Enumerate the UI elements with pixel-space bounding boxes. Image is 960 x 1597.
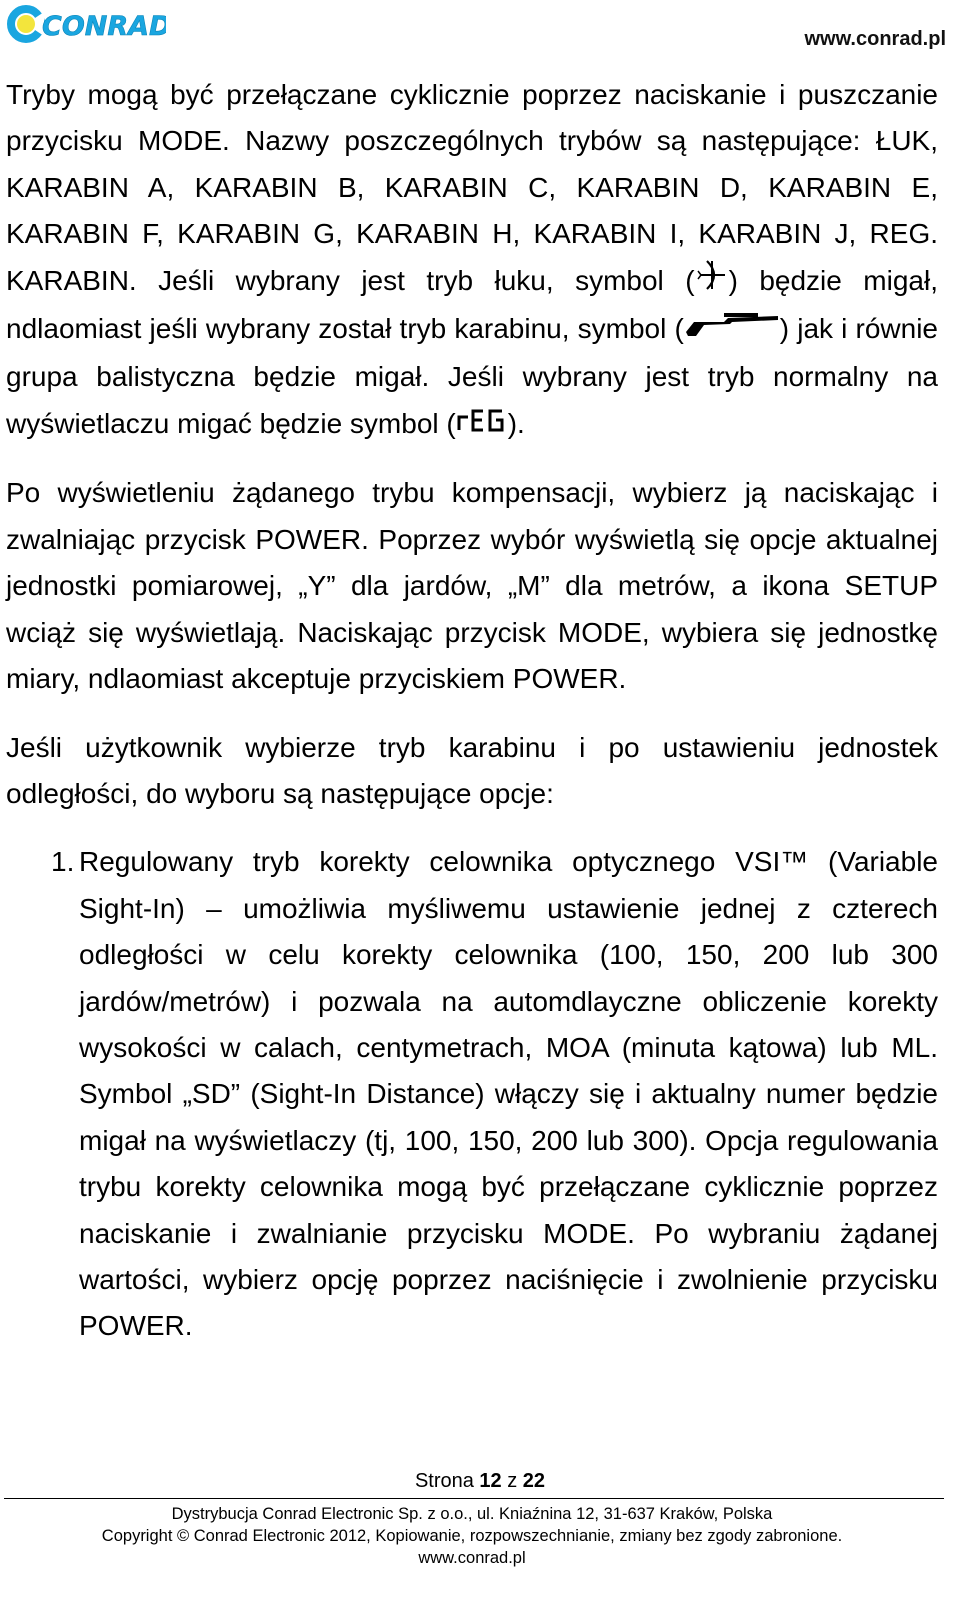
footer-copyright: Copyright © Conrad Electronic 2012, Kopiowanie, rozpowszechnianie, zmiany bez zgody zabronione. (101, 1527, 843, 1545)
page-prefix: Strona (414, 1470, 480, 1492)
paragraph-modes-text-3: ) jak i równie grupa balistyczna będzie migał. Jeśli wybrany jest tryb normalny na wyświetlaczu migać będzie symbol ( (6, 313, 938, 439)
options-list (6, 839, 938, 1349)
list-item (6, 839, 938, 1349)
reg-symbol-icon (456, 402, 508, 448)
footer-distribution: Dystrybucja Conrad Electronic Sp. z o.o., ul. Kniaźnina 12, 31-637 Kraków, Polska (171, 1505, 773, 1523)
page-total: 22 (522, 1470, 546, 1492)
page-separator: z (501, 1470, 523, 1492)
list-item-number: 1. (51, 846, 75, 878)
paragraph-compensation: Po wyświetleniu żądanego trybu kompensacji, wybierz ją naciskając i zwalniając przycisk POWER. Poprzez wybór wyświetlą się opcje aktualnej jednostki pomiarowej, „Y” dla jardów, „M” dla metrów, a ikona SETUP wciąż się wyświetlają. Naciskając przycisk MODE, wybiera się jednostkę miary, ndlaomiast akceptuje przyciskiem POWER. (6, 477, 938, 695)
paragraph-modes-text-2: ) będzie migał, ndlaomiast jeśli wybrany został tryb karabinu, symbol ( (6, 264, 938, 345)
paragraph-rifle-options: Jeśli użytkownik wybierze tryb karabinu i po ustawieniu jednostek odległości, do wyboru są następujące opcje: (6, 731, 938, 809)
document-body (6, 72, 938, 1350)
conrad-logo (6, 2, 166, 46)
paragraph-modes-text-4: ). (507, 407, 525, 439)
footer-divider (4, 1498, 944, 1499)
page-number (0, 1470, 960, 1493)
paragraph-modes-text-1: Tryby mogą być przełączane cyklicznie poprzez naciskanie i puszczanie przycisku MODE. Nazwy poszczególnych trybów są następujące: ŁUK, KARABIN A, KARABIN B, KARABIN C, KARABIN D, KARABIN E, KARABIN F, KARABIN G, KARABIN H, KARABIN I, KARABIN J, REG. KARABIN. Jeśli wybrany jest tryb łuku, symbol ( (6, 79, 938, 296)
logo-wordmark: CONRAD (42, 11, 166, 42)
list-item-text: Regulowany tryb korekty celownika optycznego VSI™ (Variable Sight-In) – umożliwia myśliwemu ustawienie jednej z czterech odległości w celu korekty celownika (100, 150, 200 lub 300 jardów/metrów) i pozwala na automdlayczne obliczenie korekty wysokości w calach, centymetrach, MOA (minuta kątowa) lub ML. Symbol „SD” (Sight-In Distance) włączy się i aktualny numer będzie migał na wyświetlaczy (tj, 100, 150, 200 lub 300). Opcja regulowania trybu korekty celownika mogą być przełączane cyklicznie poprzez naciskanie i zwalnianie przycisku MODE. Po wybraniu żądanej wartości, wybierz opcję poprzez naciśnięcie i zwolnienie przycisku POWER. (79, 846, 938, 1342)
page-current: 12 (479, 1470, 502, 1492)
paragraph-modes (6, 72, 938, 448)
footer-url[interactable]: www.conrad.pl (418, 1549, 526, 1567)
rifle-symbol-icon (684, 308, 780, 354)
site-url-header[interactable]: www.conrad.pl (804, 28, 946, 50)
bow-symbol-icon (695, 258, 729, 306)
footer (0, 1503, 944, 1569)
